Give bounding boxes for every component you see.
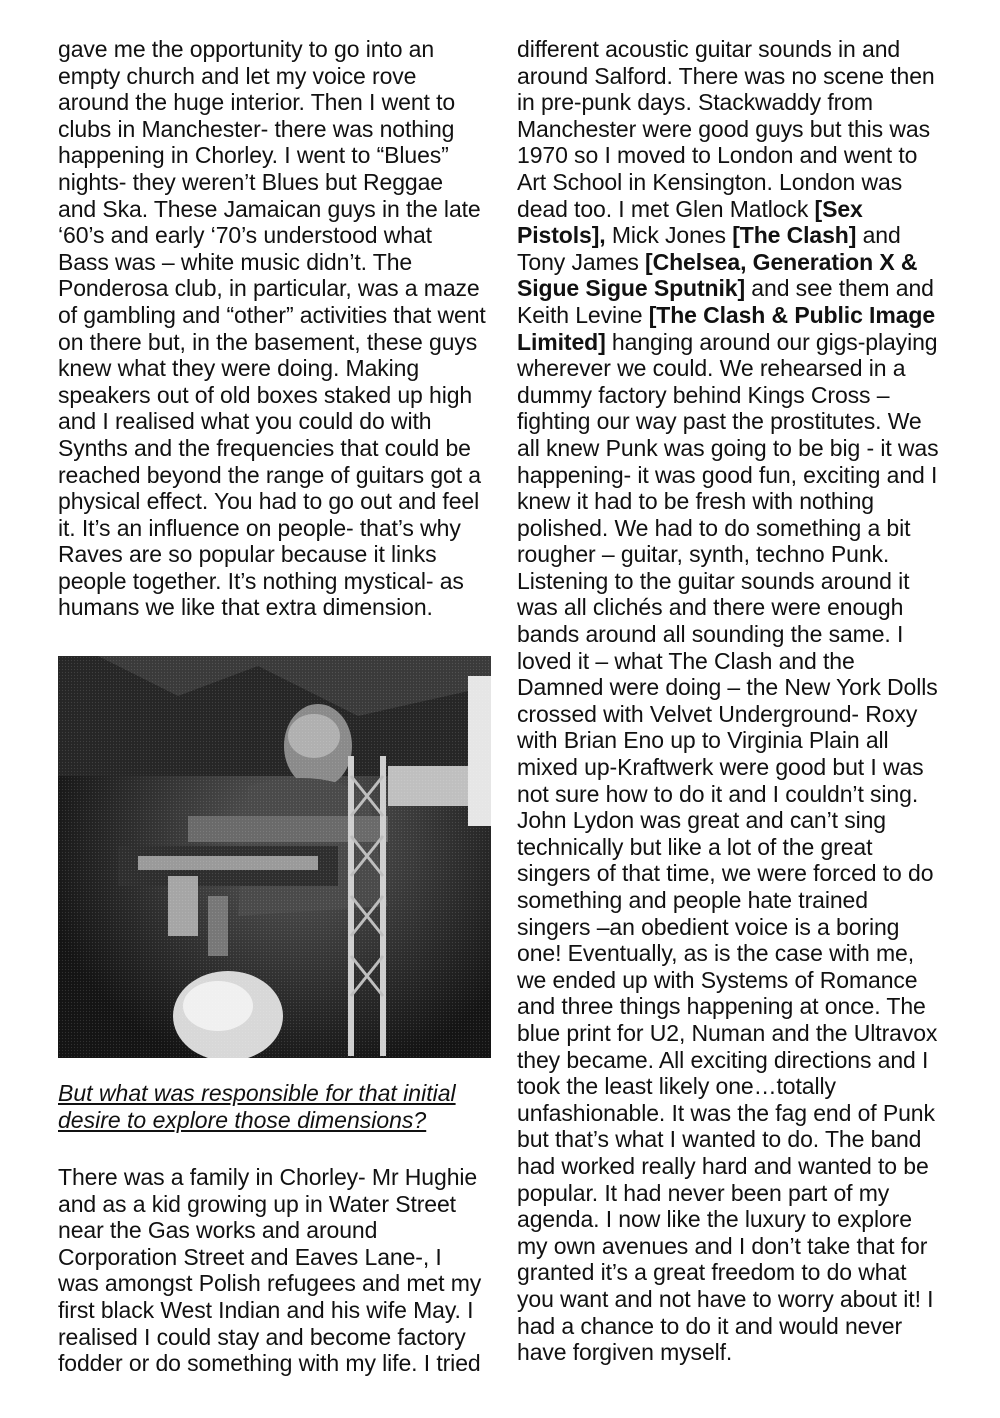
text-run: hanging around our gigs-playing xyxy=(605,328,938,355)
text-line: but that’s what I wanted to do. The band xyxy=(517,1126,922,1153)
text-line: singers of that time, we were forced to do xyxy=(517,860,934,887)
text-line: bands around all sounding the same. I xyxy=(517,621,904,648)
text-line: popular. It had never been part of my xyxy=(517,1179,890,1206)
text-line: was amongst Polish refugees and met my xyxy=(58,1270,482,1297)
band-name-bold: Pistols], xyxy=(517,222,606,249)
text-line: agenda. I now like the luxury to explore xyxy=(517,1206,912,1233)
text-line: technically but like a lot of the great xyxy=(517,833,873,860)
text-line xyxy=(517,275,957,302)
text-line: clubs in Manchester- there was nothing xyxy=(58,115,455,142)
text-line xyxy=(517,222,957,249)
text-line: and Ska. These Jamaican guys in the late xyxy=(58,195,481,222)
text-line: we ended up with Systems of Romance xyxy=(517,966,918,993)
text-line: dummy factory behind Kings Cross – xyxy=(517,381,890,408)
text-line: ‘60’s and early ‘70’s understood what xyxy=(58,222,432,249)
text-line: you want and not have to worry about it! I xyxy=(517,1285,934,1312)
text-line: Bass was – white music didn’t. The xyxy=(58,248,413,275)
left-column-text xyxy=(58,36,498,621)
text-line: and three things happening at once. The xyxy=(517,993,926,1020)
text-line: all knew Punk was going to be big - it was xyxy=(517,434,939,461)
text-line: nights- they weren’t Blues but Reggae xyxy=(58,168,443,195)
text-line: Raves are so popular because it links xyxy=(58,541,437,568)
text-line: John Lydon was great and can’t sing xyxy=(517,807,887,834)
text-line: granted it’s a great freedom to do what xyxy=(517,1259,907,1286)
text-line: unfashionable. It was the fag end of Punk xyxy=(517,1099,935,1126)
text-line: of gambling and “other” activities that went xyxy=(58,301,486,328)
text-line: realised I could stay and become factory xyxy=(58,1323,466,1350)
text-line: crossed with Velvet Underground- Roxy xyxy=(517,700,918,727)
text-line xyxy=(517,249,957,276)
text-line: was all clichés and there were enough xyxy=(517,594,904,621)
band-name-bold: [Chelsea, Generation X & xyxy=(645,248,918,275)
text-line: near the Gas works and around xyxy=(58,1217,378,1244)
right-column-text xyxy=(517,36,957,1366)
text-line: Listening to the guitar sounds around it xyxy=(517,567,910,594)
text-line: happening- it was good fun, exciting and I xyxy=(517,461,938,488)
text-line: people together. It’s nothing mystical- as xyxy=(58,567,464,594)
text-line: knew it had to be fresh with nothing xyxy=(517,488,874,515)
text-line: loved it – what The Clash and the xyxy=(517,647,855,674)
text-line xyxy=(517,302,957,329)
text-run: and xyxy=(856,222,901,249)
text-line: in pre-punk days. Stackwaddy from xyxy=(517,89,873,116)
left-column-bottom-text xyxy=(58,1164,498,1377)
photo-caption xyxy=(58,1080,498,1133)
text-line: happening in Chorley. I went to “Blues” xyxy=(58,142,449,169)
text-run: dead too. I met Glen Matlock xyxy=(517,195,815,222)
text-line: mixed up-Kraftwerk were good but I was xyxy=(517,754,924,781)
text-line: fighting our way past the prostitutes. We xyxy=(517,408,922,435)
text-line: something and people hate trained xyxy=(517,887,868,913)
text-line: my own avenues and I don’t take that for xyxy=(517,1232,928,1259)
text-line: have forgiven myself. xyxy=(517,1339,733,1366)
text-line: humans we like that extra dimension. xyxy=(58,594,433,621)
text-line: had a chance to do it and would never xyxy=(517,1312,903,1339)
text-line: blue print for U2, Numan and the Ultravox xyxy=(517,1019,938,1046)
text-line: polished. We had to do something a bit xyxy=(517,514,911,541)
text-line: around Salford. There was no scene then xyxy=(517,62,935,89)
text-line: rougher – guitar, synth, techno Punk. xyxy=(517,541,890,568)
text-line: Damned were doing – the New York Dolls xyxy=(517,674,938,701)
text-line: reached beyond the range of guitars got a xyxy=(58,461,481,488)
text-line xyxy=(517,196,957,223)
text-line: wherever we could. We rehearsed in a xyxy=(517,355,906,382)
text-line: gave me the opportunity to go into an xyxy=(58,36,435,62)
text-line: There was a family in Chorley- Mr Hughie xyxy=(58,1164,478,1190)
text-line: Manchester were good guys but this was xyxy=(517,115,930,142)
text-run: and see them and xyxy=(745,275,934,302)
concert-photo-image xyxy=(58,656,491,1058)
text-line: speakers out of old boxes staked up high xyxy=(58,381,473,408)
text-line: 1970 so I moved to London and went to xyxy=(517,142,918,169)
text-line: different acoustic guitar sounds in and xyxy=(517,36,901,62)
text-line: singers –an obedient voice is a boring xyxy=(517,913,900,940)
band-name-bold: [Sex xyxy=(814,195,863,222)
text-line: one! Eventually, as is the case with me, xyxy=(517,940,914,967)
concert-photo xyxy=(58,656,491,1058)
text-line xyxy=(517,329,957,356)
text-line: first black West Indian and his wife May. I xyxy=(58,1296,474,1323)
band-name-bold: [The Clash] xyxy=(732,222,857,249)
caption-line: desire to explore those dimensions? xyxy=(58,1106,427,1133)
text-line: Corporation Street and Eaves Lane-, I xyxy=(58,1243,442,1270)
text-line: not sure how to do it and I couldn’t sing. xyxy=(517,780,919,807)
text-line: it. It’s an influence on people- that’s why xyxy=(58,514,461,541)
text-line: fodder or do something with my life. I tried xyxy=(58,1350,481,1377)
text-run: Tony James xyxy=(517,248,646,275)
text-line: physical effect. You had to go out and feel xyxy=(58,488,480,515)
text-line: on there but, in the basement, these guys xyxy=(58,328,478,355)
text-line: Ponderosa club, in particular, was a maze xyxy=(58,275,480,302)
text-line: Synths and the frequencies that could be xyxy=(58,434,471,461)
text-line: and as a kid growing up in Water Street xyxy=(58,1190,456,1217)
text-line: knew what they were doing. Making xyxy=(58,355,420,382)
text-line: they became. All exciting directions and I xyxy=(517,1046,929,1073)
text-line: and I realised what you could do with xyxy=(58,408,432,435)
text-line: Art School in Kensington. London was xyxy=(517,168,903,195)
text-run: Keith Levine xyxy=(517,301,649,328)
text-line: took the least likely one…totally xyxy=(517,1073,836,1100)
text-line: had worked really hard and wanted to be xyxy=(517,1152,929,1179)
text-run: Mick Jones xyxy=(605,222,733,249)
text-line: with Brian Eno up to Virginia Plain all xyxy=(517,727,889,754)
band-name-bold: Limited] xyxy=(517,328,606,355)
caption-line: But what was responsible for that initial xyxy=(58,1080,456,1106)
band-name-bold: [The Clash & Public Image xyxy=(648,301,936,328)
text-line: around the huge interior. Then I went to xyxy=(58,89,456,116)
text-line: empty church and let my voice rove xyxy=(58,62,417,89)
band-name-bold: Sigue Sigue Sputnik] xyxy=(517,275,746,302)
